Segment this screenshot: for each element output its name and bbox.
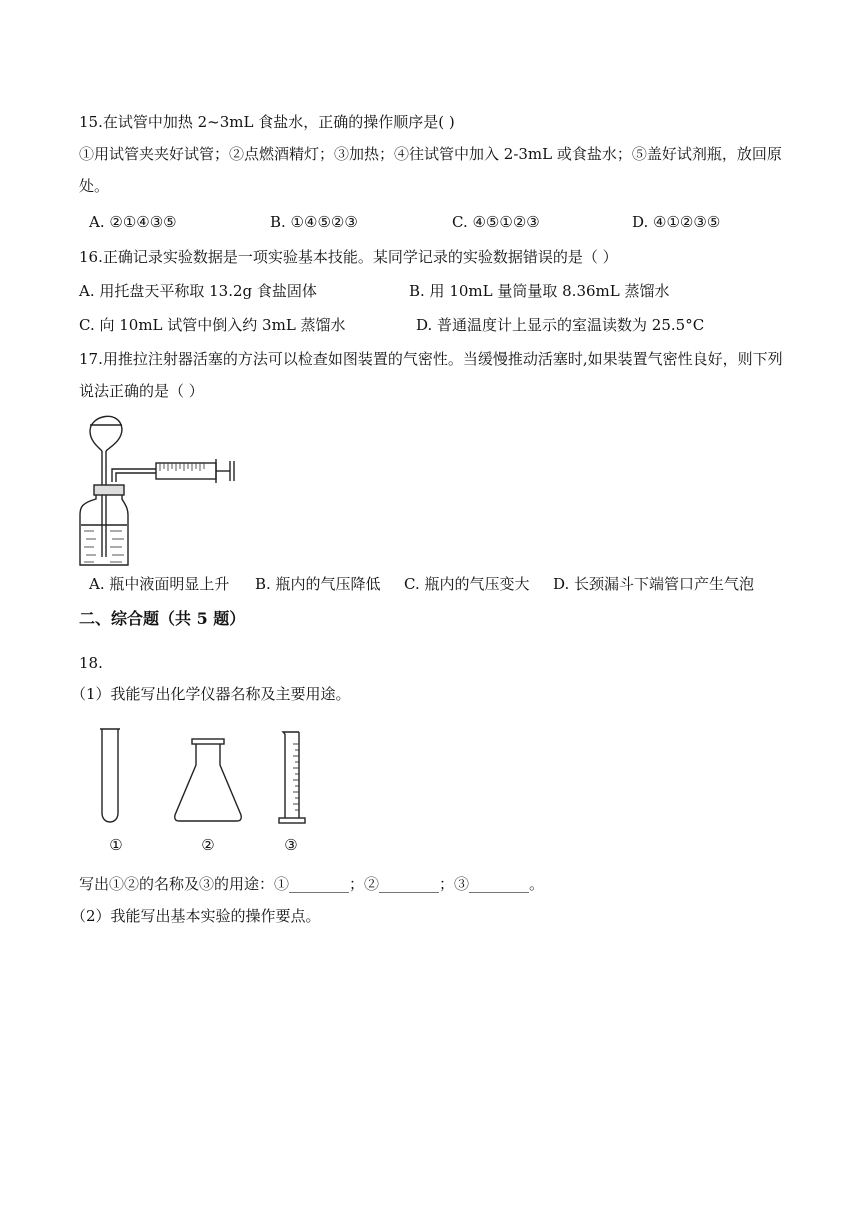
q17-option-c[interactable]: C. 瓶内的气压变大 <box>404 575 530 593</box>
q18-part1: （1）我能写出化学仪器名称及主要用途。 <box>71 685 351 703</box>
q15-option-d[interactable]: D. ④①②③⑤ <box>632 213 721 231</box>
q17-option-d[interactable]: D. 长颈漏斗下端管口产生气泡 <box>553 575 755 593</box>
q16-stem: 16.正确记录实验数据是一项实验基本技能。某同学记录的实验数据错误的是（ ） <box>79 248 618 266</box>
q17-stem-line1: 17.用推拉注射器活塞的方法可以检查如图装置的气密性。当缓慢推动活塞时,如果装置气密性良好，则下列 <box>79 350 783 368</box>
q15-option-a[interactable]: A. ②①④③⑤ <box>89 213 177 231</box>
q15-steps-line1: ①用试管夹夹好试管；②点燃酒精灯；③加热；④往试管中加入 2-3mL 或食盐水；⑤盖好试剂瓶，放回原 <box>79 145 782 163</box>
q18-fill-in[interactable]: 写出①②的名称及③的用途：①________；②________；③________。 <box>79 875 545 893</box>
q16-option-b[interactable]: B. 用 10mL 量筒量取 8.36mL 蒸馏水 <box>409 282 670 300</box>
q16-option-a[interactable]: A. 用托盘天平称取 13.2g 食盐固体 <box>79 282 317 300</box>
figure-label-2: ② <box>201 836 215 854</box>
q15-option-c[interactable]: C. ④⑤①②③ <box>452 213 540 231</box>
test-tube-figure <box>98 727 122 827</box>
q17-option-a[interactable]: A. 瓶中液面明显上升 <box>89 575 230 593</box>
q15-stem: 15.在试管中加热 2~3mL 食盐水，正确的操作顺序是( ) <box>79 113 455 131</box>
figure-label-1: ① <box>109 836 123 854</box>
q16-option-c[interactable]: C. 向 10mL 试管中倒入约 3mL 蒸馏水 <box>79 316 346 334</box>
q17-stem-line2: 说法正确的是（ ） <box>79 382 204 400</box>
airtightness-apparatus-figure <box>78 407 248 569</box>
q18-number: 18. <box>79 654 103 672</box>
q17-option-b[interactable]: B. 瓶内的气压降低 <box>255 575 381 593</box>
q18-part2: （2）我能写出基本实验的操作要点。 <box>71 907 321 925</box>
conical-flask-figure <box>172 737 244 823</box>
q15-steps-line2: 处。 <box>79 177 110 195</box>
graduated-cylinder-figure <box>277 730 307 826</box>
q15-option-b[interactable]: B. ①④⑤②③ <box>270 213 358 231</box>
figure-label-3: ③ <box>284 836 298 854</box>
section-title: 二、综合题（共 5 题） <box>79 609 246 628</box>
q16-option-d[interactable]: D. 普通温度计上显示的室温读数为 25.5°C <box>416 316 705 334</box>
